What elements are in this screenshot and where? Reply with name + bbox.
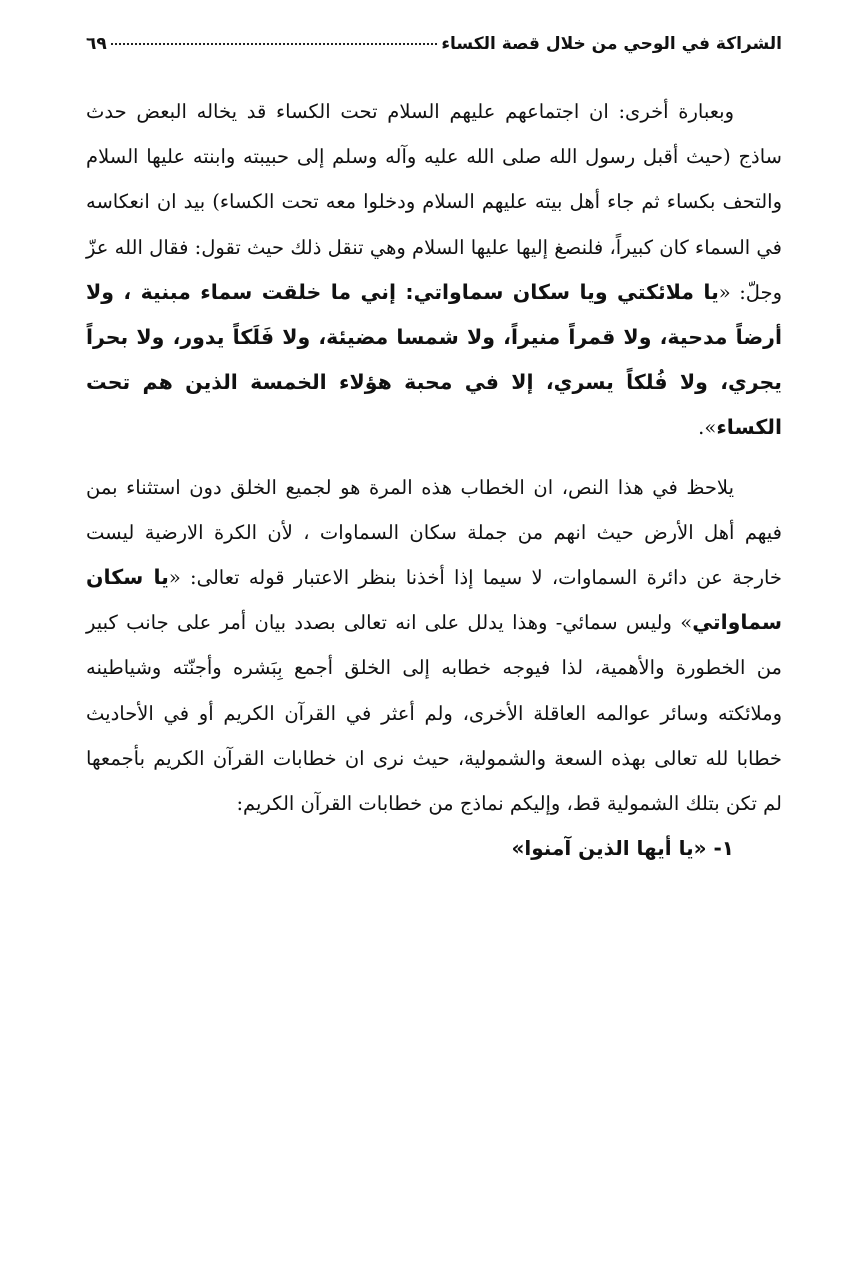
list-item-1: ١- «يا أيها الذين آمنوا» — [511, 836, 734, 861]
running-header — [86, 34, 782, 66]
page-number: ٦٩ — [86, 34, 107, 54]
book-page — [86, 34, 782, 871]
paragraph-2-part2: » وليس سمائي- وهذا يدلل على انه تعالى بصدد بيان أمر على جانب كبير من الخطورة والأهمية، لذا فيوجه خطابه إلى الخلق أجمع بِبَشره وأجنّته وشياطينه وملائكته وسائر عوالمه العاقلة الأخرى، ولم أعثر في القرآن الكريم أو في الأحاديث خطابا لله تعالى بهذه السعة والشمولية، حيث نرى ان خطابات القرآن الكريم بأجمعها لم تكن بتلك الشمولية قط، وإليكم نماذج من خطابات القرآن الكريم: — [86, 611, 782, 816]
paragraph-1 — [86, 89, 782, 451]
header-dot-leader — [111, 43, 438, 45]
paragraph-1-intro: وبعبارة أخرى: ان اجتماعهم عليهم السلام تحت الكساء قد يخاله البعض حدث ساذج (حيث أقبل رسول الله صلى الله عليه وآله وسلم إلى حبيبته وابنته عليها السلام والتحف بكساء ثم جاء أهل بيته عليهم السلام ودخلوا معه تحت الكساء) بيد ان انعكاسه في السماء كان كبيراً، فلنصغ إليها عليها السلام وهي تنقل ذلك حيث تقول: فقال الله عزّ وجلّ: « — [86, 100, 782, 304]
paragraph-2-quote: يا سكان سماواتي — [86, 565, 782, 635]
header-title: الشراكة في الوحي من خلال قصة الكساء — [441, 34, 782, 54]
paragraph-2 — [86, 465, 782, 827]
paragraph-1-close: ». — [698, 416, 717, 440]
paragraph-1-quote: يا ملائكتي ويا سكان سماواتي: إني ما خلقت سماء مبنية ، ولا أرضاً مدحية، ولا قمراً منيراً، ولا شمسا مضيئة، ولا فَلَكاً يدور، ولا بحراً يجري، ولا فُلكاً يسري، إلا في محبة هؤلاء الخمسة الذين هم تحت الكساء — [86, 279, 782, 440]
paragraph-2-part1: يلاحظ في هذا النص، ان الخطاب هذه المرة هو لجميع الخلق دون استثناء بمن فيهم أهل الأرض حيث انهم من جملة سكان السماوات ، لأن الكرة الارضية ليست خارجة عن دائرة السماوات، لا سيما إذا أخذنا بنظر الاعتبار قوله تعالى: « — [86, 475, 782, 590]
